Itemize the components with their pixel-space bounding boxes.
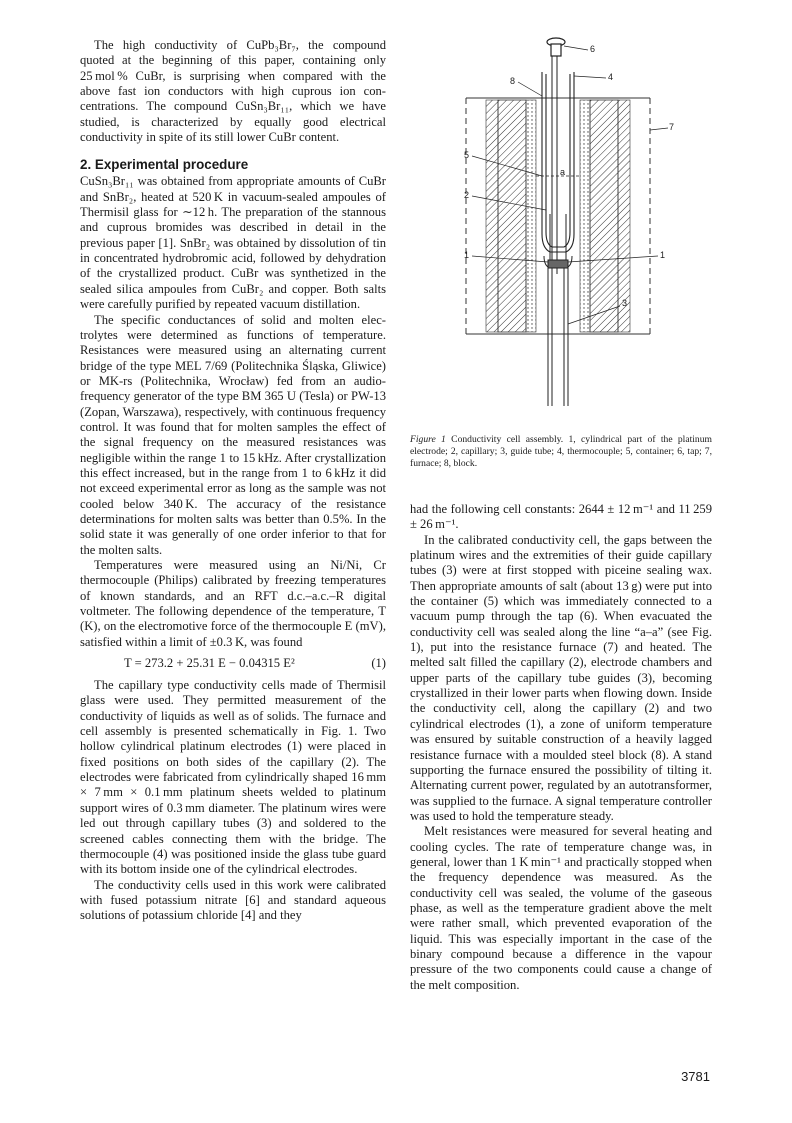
insulation-right: [580, 100, 590, 332]
left-column: [80, 38, 386, 924]
callout-3: 3: [622, 298, 628, 308]
figure-caption-text: Conductivity cell assembly. 1, cylindrical part of the platinum electrode; 2, capillary; 3, guide tube; 4, thermocouple; 5, container; 6, tap; 7, furnace; 8, block.: [410, 434, 712, 469]
callout-a: a: [560, 167, 566, 177]
callout-1-left: 1: [464, 250, 470, 260]
callout-4: 4: [608, 72, 614, 82]
equation-number: (1): [371, 656, 386, 671]
steel-block-right: [590, 100, 618, 332]
paragraph-temperature: Temperatures were measured using an Ni/Ni, Cr thermocouple (Philips) calibrated by freezing temperatures of known standards, and an RFT d.c.–a.c.–R digital voltmeter. The following dependence of the temperature, T (K), on the electromotive force of the thermocouple E (mV), satisfied within a limit of ±0.3 K, was found: [80, 558, 386, 649]
figure-label: Figure 1: [410, 434, 446, 445]
guide-tubes: [548, 268, 568, 406]
tap: [547, 38, 565, 56]
thermocouple-tube: [552, 54, 557, 274]
paragraph-melt-resistances: Melt resistances were measured for several heating and cooling cycles. The rate of temperature change was, in general, lower than 1 K min⁻¹ and practically stopped when the frequency dependence was measured. As the conductivity cell was sealed, the volume of the gaseous phase, as well as the temperature gradient above the melt were rather small, which prevented evaporation of the liquid. This was especially important in the case of the binary compound because a difference in the vapour pressure of the two components could cause a change of the melt composition.: [410, 824, 712, 992]
steel-block-left: [498, 100, 526, 332]
figure-conductivity-cell-diagram: [438, 34, 678, 406]
insulation-left: [526, 100, 536, 332]
cell-body: [542, 72, 574, 252]
paragraph-calibrated-cell: In the calibrated conductivity cell, the gaps between the platinum wires and the extremities of their guide capillary tubes (3) were at first stopped with piceine sealing wax. Then appropriate amounts of salt (about 13 g) were put into the container (5) which was immediately connected to a vacuum pump through the tap (6). When evacuated the conductivity cell was sealed along the line “a–a” (see Fig. 1), put into the resistance furnace (7) and heated. The melted salt filled the capillary (2), electrode chambers and upper parts of the capillary tube guides (3), becoming crystallized in their lower parts when flowing down. Inside the conductivity cell, along the capillary (2) and two cylindrical electrodes (1), a zone of uniform temperature was ensured by suitable construction of a heavily lagged resistance furnace with a moulded steel block (8). A stand supporting the furnace ensured the possibility of tilting it. Alternating current power, regulated by an autotransformer, was supplied to the furnace. A signal temperature controller was used to hold the temperature steady.: [410, 532, 712, 823]
electrodes: [544, 214, 572, 268]
callout-2: 2: [464, 190, 470, 200]
callout-6: 6: [590, 44, 596, 54]
paragraph-conductance: The specific conductances of solid and molten electrolytes were determined as functions of temperature. Resistances were measured using an alternating current bridge of the type MEL 7/69 (Politechnika Śląska, Gliwice) or MK-rs (Politechnika, Wrocław) fed from an audio-frequency generator of the type BM 365 U (Tesla) or PW-13 (Zopan, Warszawa), respectively, with continuous frequency control. It was found that for molten samples the effect of the signal frequency on the measured resistances was negligible within the range 1 to 15 kHz. After crystallization this effect increased, but in the range from 1 to 6 kHz it did not exceed experimental error as long as the sample was not cooled below 340 K. The accuracy of the resistance determinations for molten salts was better than 0.5%. In the solid state it was generally of one order inferior to that for the molten salts.: [80, 312, 386, 557]
paragraph-calibration: The conductivity cells used in this work were calibrated with fused potassium nitrate [6] and standard aqueous solutions of potassium chloride [4] and they: [80, 877, 386, 923]
figure-caption: [410, 434, 712, 470]
right-column: [410, 502, 712, 993]
paragraph-preparation: CuSn₃Br₁₁ was obtained from appropriate amounts of CuBr and SnBr₂, heated at 520 K in vacuum-sealed ampoules of Thermisil glass for ∼12 h. The preparation of the stannous and cuprous bromides was described in detail in the previous paper [1]. SnBr₂ was obtained by dissolution of tin in concentrated hydrobromic acid, followed by dehydration of the crystallized product. CuBr was synthetized in the sealed silica ampoules from CuBr₂ and copper. Both salts were carefully purified by repeated vacuum distillation.: [80, 174, 386, 312]
section-heading: 2. Experimental procedure: [80, 157, 249, 173]
page-number: 3781: [681, 1069, 710, 1084]
callout-5: 5: [464, 150, 470, 160]
callout-8: 8: [510, 76, 516, 86]
equation-1: [80, 656, 386, 672]
callout-7: 7: [669, 122, 675, 132]
callout-1-right: 1: [660, 250, 666, 260]
paragraph-constants: had the following cell constants: 2644 ± 12 m⁻¹ and 11 259 ± 26 m⁻¹.: [410, 502, 712, 532]
outer-wall-left: [486, 100, 498, 332]
paragraph-intro: The high conductivity of CuPb₃Br₇, the compound quoted at the beginning of this paper, containing only 25 mol % CuBr, is surprising when compared with the above fast ion conductors with high cuprous ion concentrations. The compound CuSn₃Br₁₁, which we have studied, is characterized by equally good electrical conductivity in spite of its still lower CuBr content.: [80, 38, 386, 145]
paragraph-cells: The capillary type conductivity cells made of Thermisil glass were used. They permitted measurement of the conductivity of liquids as well as of solids. The furnace and cell assembly is presented schematically in Fig. 1. Two hollow cylindrical platinum electrodes (1) were placed in fixed positions on both sides of the capillary (2). The electrodes were fabricated from cylindrically shaped 16 mm × 7 mm × 0.1 mm platinum sheets welded to platinum support wires of 0.3 mm diameter. The platinum wires were led out through capillary tubes (3) and soldered to the screened cables connecting them with the bridge. The thermocouple (4) was positioned inside the glass tube guard with its bottom inside one of the cylindrical electrodes.: [80, 678, 386, 877]
equation-body: T = 273.2 + 25.31 E − 0.04315 E²: [124, 656, 295, 671]
